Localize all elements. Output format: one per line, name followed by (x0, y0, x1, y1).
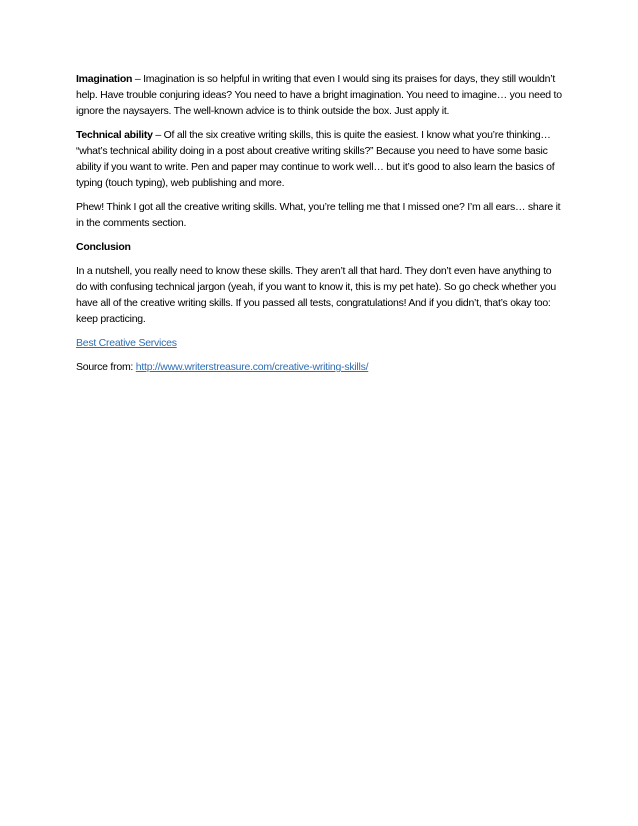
source-prefix: Source from: (76, 361, 136, 373)
paragraph-conclusion: In a nutshell, you really need to know these skills. They aren’t all that hard. They don’t even have anything to do with confusing technical jargon (yeah, if you want to know it, this is my pet hate). So go check whether you have all of the creative writing skills. If you passed all tests, congratulations! And if you didn’t, that’s okay too: keep practicing. (76, 265, 557, 325)
best-creative-services-link[interactable]: Best Creative Services (76, 337, 177, 349)
paragraph-best-link (76, 335, 563, 351)
paragraph-technical-ability (76, 127, 563, 191)
paragraph-source (76, 359, 563, 375)
text-imagination: – Imagination is so helpful in writing that even I would sing its praises for days, they still wouldn’t help. Have trouble conjuring ideas? You need to have a bright imagination. You need to imagine… you need to ignore the naysayers. The well-known advice is to think outside the box. Just apply it. (76, 73, 562, 117)
text-technical-ability: – Of all the six creative writing skills, this is quite the easiest. I know what you’re thinking… “what’s technical ability doing in a post about creative writing skills?” Because you need to have some basic ability if you want to write. Pen and paper may continue to work well… but it’s good to also learn the basics of typing (touch typing), web publishing and more. (76, 129, 555, 189)
document-body (76, 71, 563, 383)
source-url-link[interactable]: http://www.writerstreasure.com/creative-writing-skills/ (135, 361, 369, 373)
term-technical-ability: Technical ability (76, 129, 153, 141)
paragraph-phew: Phew! Think I got all the creative writing skills. What, you’re telling me that I missed one? I’m all ears… share it in the comments section. (76, 201, 561, 229)
conclusion-heading: Conclusion (76, 241, 131, 253)
paragraph-imagination (76, 71, 563, 119)
term-imagination: Imagination (76, 73, 133, 85)
